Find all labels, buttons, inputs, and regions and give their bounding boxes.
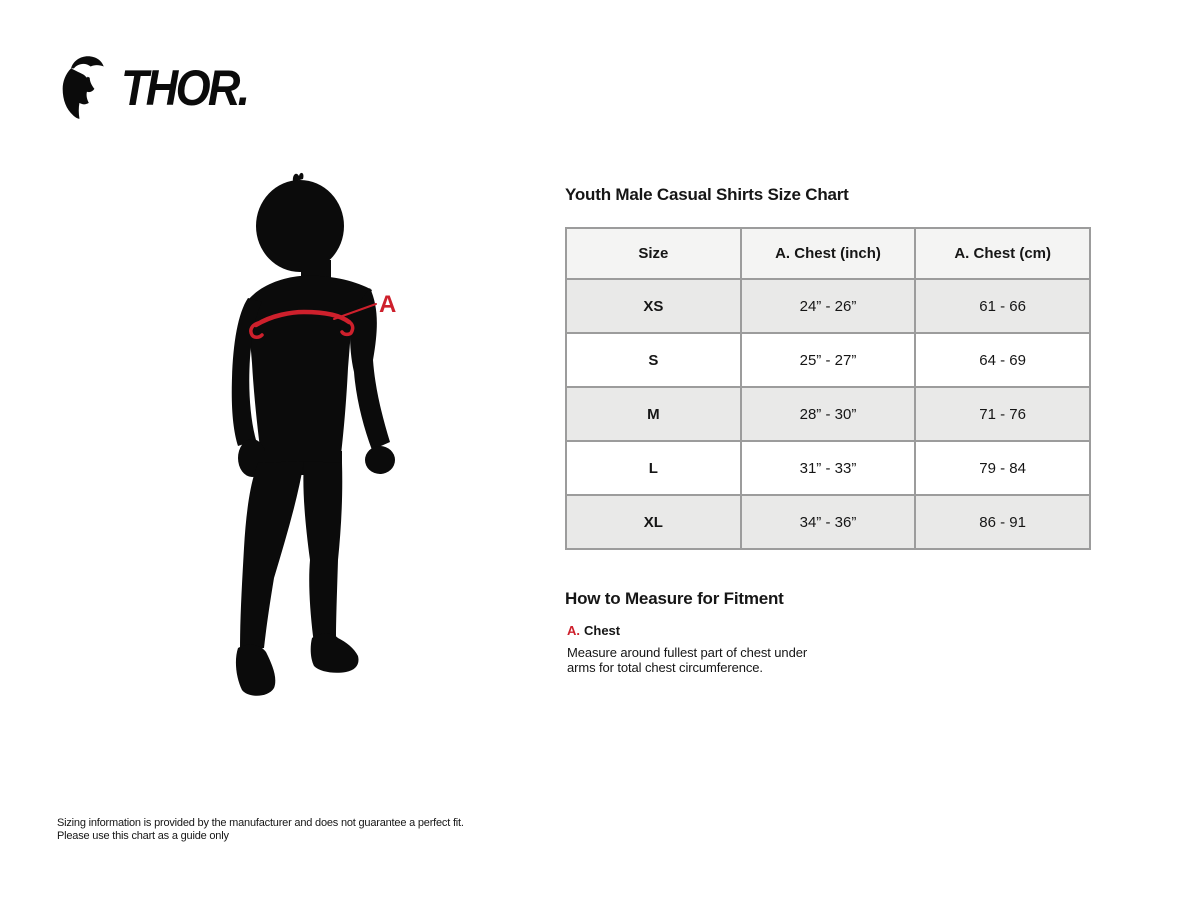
size-chart-title: Youth Male Casual Shirts Size Chart (565, 185, 849, 204)
table-row (566, 333, 1090, 387)
size-cell: XS (566, 279, 741, 333)
measurement-label-a: A (379, 291, 397, 318)
measure-item-name: Chest (584, 623, 621, 638)
size-cell: S (566, 333, 741, 387)
measure-item-description: Measure around fullest part of chest under arms for total chest circumference. (567, 645, 808, 676)
disclaimer-line-2: Please use this chart as a guide only (57, 829, 229, 842)
size-chart-table (565, 227, 1091, 550)
table-header-row (566, 228, 1090, 279)
chest-cm-cell: 86 - 91 (915, 495, 1090, 549)
size-cell: L (566, 441, 741, 495)
disclaimer (57, 817, 464, 842)
size-cell: XL (566, 495, 741, 549)
table-row (566, 495, 1090, 549)
chest-cm-cell: 64 - 69 (915, 333, 1090, 387)
disclaimer-line-1: Sizing information is provided by the manufacturer and does not guarantee a perfect fit. (57, 817, 464, 829)
chest-inch-cell: 28” - 30” (741, 387, 916, 441)
chest-inch-cell: 31” - 33” (741, 441, 916, 495)
child-silhouette-figure (200, 168, 460, 708)
chest-cm-cell: 79 - 84 (915, 441, 1090, 495)
measure-guide-title: How to Measure for Fitment (565, 589, 784, 608)
size-cell: M (566, 387, 741, 441)
thor-logo (58, 54, 262, 122)
measure-item-key: A. (567, 623, 580, 638)
column-header: A. Chest (cm) (915, 228, 1090, 279)
column-header: A. Chest (inch) (741, 228, 916, 279)
brand-wordmark: THOR. (121, 60, 248, 116)
column-header: Size (566, 228, 741, 279)
table-row (566, 387, 1090, 441)
table-row (566, 441, 1090, 495)
chest-cm-cell: 71 - 76 (915, 387, 1090, 441)
silhouette-shapes (232, 173, 395, 696)
ram-head-icon (58, 54, 114, 122)
chest-cm-cell: 61 - 66 (915, 279, 1090, 333)
chest-inch-cell: 25” - 27” (741, 333, 916, 387)
chest-inch-cell: 24” - 26” (741, 279, 916, 333)
table-row (566, 279, 1090, 333)
chest-inch-cell: 34” - 36” (741, 495, 916, 549)
measure-guide-item (567, 622, 817, 676)
child-silhouette-svg (200, 168, 460, 708)
